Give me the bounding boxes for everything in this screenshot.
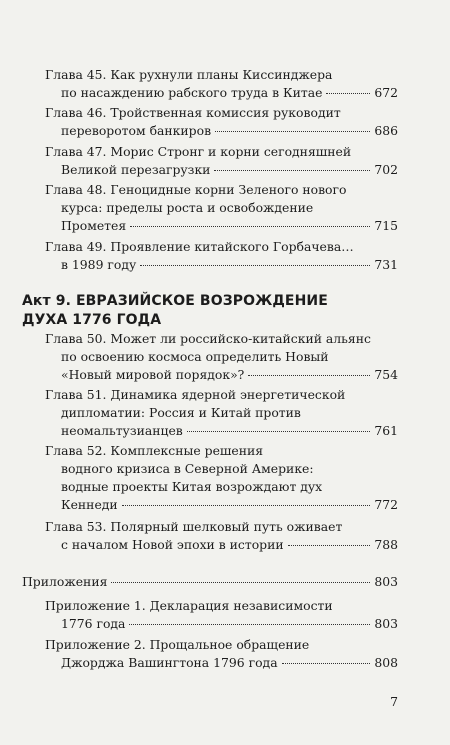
toc-entry-title-line: «Новый мировой порядок»?: [61, 367, 245, 382]
toc-entry-title-line: Приложения: [22, 574, 108, 589]
toc-entry-title-line: Великой перезагрузки: [61, 162, 211, 177]
toc-entry-title-line: Глава 45. Как рухнули планы Киссинджера: [45, 67, 333, 82]
toc-entry-appendices[interactable]: [22, 573, 398, 591]
toc-entry-chapter-49[interactable]: [45, 238, 398, 274]
toc-entry-title-line: Приложение 1. Декларация независимости: [45, 598, 333, 613]
toc-entry-title-line: переворотом банкиров: [61, 123, 212, 138]
toc-entry-last-line: [22, 573, 398, 591]
toc-entry-last-line: [45, 84, 398, 102]
dot-leader: [288, 545, 371, 546]
toc-page-number: 803: [374, 574, 398, 589]
toc-entry-last-line: [45, 615, 398, 633]
dot-leader: [187, 431, 371, 432]
toc-page-number: 788: [374, 537, 398, 552]
toc-entry-chapter-48[interactable]: [45, 181, 398, 235]
dot-leader: [129, 624, 370, 625]
toc-entry-title-line: Прометея: [61, 218, 127, 233]
toc-entry-appendix-2[interactable]: [45, 636, 398, 672]
toc-entry-title-line: 1776 года: [61, 616, 126, 631]
toc-entry-last-line: [45, 256, 398, 274]
toc-entry-last-line: [45, 422, 398, 440]
toc-page-number: 715: [374, 218, 398, 233]
toc-entry-last-line: [45, 122, 398, 140]
toc-entry-chapter-50[interactable]: [45, 330, 398, 384]
dot-leader: [215, 131, 370, 132]
act-heading-line: Акт 9. ЕВРАЗИЙСКОЕ ВОЗРОЖДЕНИЕ: [22, 293, 328, 309]
toc-entry-chapter-51[interactable]: [45, 386, 398, 440]
toc-entry-title-line: Глава 50. Может ли российско-китайский альянс: [45, 331, 371, 346]
toc-page-number: 803: [374, 616, 398, 631]
toc-entry-title-line: Кеннеди: [61, 497, 118, 512]
dot-leader: [248, 375, 370, 376]
toc-entry-title-line: дипломатии: Россия и Китай против: [61, 405, 301, 420]
toc-page-number: 686: [374, 123, 398, 138]
toc-entry-title-line: по освоению космоса определить Новый: [61, 349, 329, 364]
dot-leader: [214, 170, 370, 171]
toc-page-number: 672: [374, 85, 398, 100]
dot-leader: [326, 93, 370, 94]
toc-entry-last-line: [45, 161, 398, 179]
toc-entry-title-line: курса: пределы роста и освобождение: [61, 200, 314, 215]
toc-entry-title-line: по насаждению рабского труда в Китае: [61, 85, 323, 100]
toc-entry-last-line: [45, 496, 398, 514]
toc-entry-title-line: Джорджа Вашингтона 1796 года: [61, 655, 278, 670]
toc-page-number: 754: [374, 367, 398, 382]
toc-page-number: 772: [374, 497, 398, 512]
toc-entry-appendix-1[interactable]: [45, 597, 398, 633]
toc-entry-title-line: Глава 53. Полярный шелковый путь оживает: [45, 519, 343, 534]
toc-entry-title-line: с началом Новой эпохи в истории: [61, 537, 284, 552]
toc-entry-title-line: неомальтузианцев: [61, 423, 183, 438]
toc-entry-title-line: в 1989 году: [61, 257, 137, 272]
toc-entry-last-line: [45, 536, 398, 554]
toc-entry-last-line: [45, 217, 398, 235]
page-folio-number: 7: [390, 694, 398, 709]
dot-leader: [140, 265, 370, 266]
dot-leader: [130, 226, 370, 227]
toc-entry-chapter-45[interactable]: [45, 66, 398, 102]
toc-entry-title-line: водные проекты Китая возрождают дух: [61, 479, 323, 494]
toc-entry-title-line: Приложение 2. Прощальное обращение: [45, 637, 310, 652]
toc-entry-title-line: Глава 46. Тройственная комиссия руководит: [45, 105, 341, 120]
act-heading-line: ДУХА 1776 ГОДА: [22, 312, 162, 328]
toc-entry-title-line: Глава 51. Динамика ядерной энергетической: [45, 387, 346, 402]
toc-entry-title-line: Глава 49. Проявление китайского Горбачева…: [45, 239, 354, 254]
toc-page-number: 702: [374, 162, 398, 177]
toc-entry-title-line: водного кризиса в Северной Америке:: [61, 461, 314, 476]
toc-page-number: 808: [374, 655, 398, 670]
toc-entry-title-line: Глава 48. Геноцидные корни Зеленого нового: [45, 182, 347, 197]
dot-leader: [122, 505, 371, 506]
toc-entry-last-line: [45, 366, 398, 384]
toc-entry-chapter-47[interactable]: [45, 143, 398, 179]
toc-entry-last-line: [45, 654, 398, 672]
toc-page-number: 761: [374, 423, 398, 438]
toc-entry-title-line: Глава 52. Комплексные решения: [45, 443, 264, 458]
toc-entry-chapter-46[interactable]: [45, 104, 398, 140]
dot-leader: [282, 663, 371, 664]
toc-entry-chapter-52[interactable]: [45, 442, 398, 514]
toc-page-number: 731: [374, 257, 398, 272]
toc-entry-chapter-53[interactable]: [45, 518, 398, 554]
toc-entry-title-line: Глава 47. Морис Стронг и корни сегодняшней: [45, 144, 352, 159]
act-heading[interactable]: [22, 292, 328, 330]
dot-leader: [111, 582, 370, 583]
